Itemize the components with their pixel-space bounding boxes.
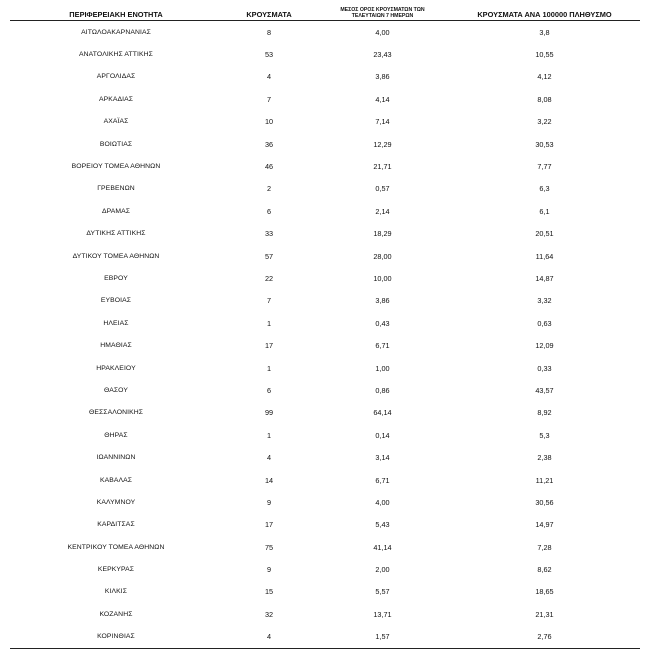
cases-cell: 15 — [264, 587, 274, 597]
region-cell: ΓΡΕΒΕΝΩΝ — [97, 185, 135, 193]
table-row — [10, 43, 640, 65]
table-row — [10, 581, 640, 603]
cases-cell: 53 — [264, 50, 274, 60]
region-cell: ΔΥΤΙΚΗΣ ΑΤΤΙΚΗΣ — [86, 230, 146, 238]
region-cell: ΚΟΖΑΝΗΣ — [99, 610, 133, 618]
avg7-cell: 0,43 — [375, 318, 390, 328]
region-cell: ΕΒΡΟΥ — [104, 274, 128, 282]
region-cell: ΚΙΛΚΙΣ — [104, 588, 128, 596]
table-header — [10, 0, 640, 21]
region-cell: ΑΡΓΟΛΙΔΑΣ — [96, 73, 136, 81]
per100k-cell: 3,32 — [537, 296, 552, 306]
avg7-cell: 1,00 — [375, 363, 390, 373]
cases-cell: 22 — [264, 273, 274, 283]
avg7-cell: 2,14 — [375, 206, 390, 216]
avg7-cell: 6,71 — [375, 475, 390, 485]
table-row — [10, 469, 640, 491]
avg7-cell: 3,14 — [375, 453, 390, 463]
per100k-cell: 4,12 — [537, 72, 552, 82]
header-avg-line-2: ΤΕΛΕΥΤΑΙΩΝ 7 ΗΜΕΡΩΝ — [351, 13, 414, 19]
header-cases-per-100k: ΚΡΟΥΣΜΑΤΑ ΑΝΑ 100000 ΠΛΗΘΥΣΜΟ — [449, 0, 640, 21]
per100k-cell: 8,92 — [537, 408, 552, 418]
per100k-cell: 8,62 — [537, 565, 552, 575]
avg7-cell: 41,14 — [373, 542, 392, 552]
table-row — [10, 200, 640, 222]
avg7-cell: 7,14 — [375, 117, 390, 127]
table-row — [10, 155, 640, 177]
table-row — [10, 88, 640, 110]
avg7-cell: 3,86 — [375, 296, 390, 306]
table-row — [10, 514, 640, 536]
table-row — [10, 133, 640, 155]
table-row — [10, 334, 640, 356]
cases-cell: 10 — [264, 117, 274, 127]
per100k-cell: 8,08 — [537, 94, 552, 104]
table-row — [10, 379, 640, 401]
cases-cell: 36 — [264, 139, 274, 149]
cases-cell: 17 — [264, 520, 274, 530]
cases-cell: 7 — [266, 94, 272, 104]
table-row — [10, 536, 640, 558]
table-row — [10, 491, 640, 513]
per100k-cell: 0,33 — [537, 363, 552, 373]
cases-cell: 4 — [266, 453, 272, 463]
avg7-cell: 5,57 — [375, 587, 390, 597]
cases-cell: 9 — [266, 565, 272, 575]
cases-cell: 8 — [266, 27, 272, 37]
avg7-cell: 0,57 — [375, 184, 390, 194]
avg7-cell: 4,00 — [375, 497, 390, 507]
cases-cell: 46 — [264, 162, 274, 172]
region-cell: ΘΕΣΣΑΛΟΝΙΚΗΣ — [88, 409, 144, 417]
table-row — [10, 223, 640, 245]
per100k-cell: 6,1 — [539, 206, 550, 216]
avg7-cell: 12,29 — [373, 139, 392, 149]
per100k-cell: 14,97 — [535, 520, 554, 530]
table-row — [10, 312, 640, 334]
cases-cell: 17 — [264, 341, 274, 351]
cases-cell: 1 — [266, 430, 272, 440]
cases-cell: 7 — [266, 296, 272, 306]
region-cell: ΔΥΤΙΚΟΥ ΤΟΜΕΑ ΑΘΗΝΩΝ — [72, 252, 160, 260]
header-region: ΠΕΡΙΦΕΡΕΙΑΚΗ ΕΝΟΤΗΤΑ — [10, 0, 222, 21]
table-row — [10, 446, 640, 468]
region-cell: ΔΡΑΜΑΣ — [101, 207, 131, 215]
avg7-cell: 2,00 — [375, 565, 390, 575]
region-cell: ΗΡΑΚΛΕΙΟΥ — [96, 364, 136, 372]
cases-cell: 57 — [264, 251, 274, 261]
table-row — [10, 290, 640, 312]
table-row — [10, 21, 640, 44]
per100k-cell: 21,31 — [535, 609, 554, 619]
region-cell: ΑΝΑΤΟΛΙΚΗΣ ΑΤΤΙΚΗΣ — [79, 51, 153, 59]
per100k-cell: 7,77 — [537, 162, 552, 172]
per100k-cell: 3,8 — [539, 27, 550, 37]
table-row — [10, 558, 640, 580]
cases-cell: 6 — [266, 385, 272, 395]
per100k-cell: 30,53 — [535, 139, 554, 149]
table-row — [10, 402, 640, 424]
per100k-cell: 43,57 — [535, 385, 554, 395]
region-cell: ΚΑΛΥΜΝΟΥ — [96, 498, 136, 506]
region-cell: ΕΥΒΟΙΑΣ — [100, 297, 132, 305]
table-row — [10, 111, 640, 133]
region-cell: ΚΕΡΚΥΡΑΣ — [97, 566, 135, 574]
region-cell: ΚΑΒΑΛΑΣ — [99, 476, 133, 484]
region-cell: ΘΑΣΟΥ — [103, 386, 128, 394]
table-row — [10, 178, 640, 200]
avg7-cell: 6,71 — [375, 341, 390, 351]
avg7-cell: 10,00 — [373, 273, 392, 283]
region-cell: ΘΗΡΑΣ — [104, 431, 128, 439]
avg7-cell: 0,14 — [375, 430, 390, 440]
per100k-cell: 2,38 — [537, 453, 552, 463]
avg7-cell: 23,43 — [373, 50, 392, 60]
table-row — [10, 626, 640, 649]
cases-cell: 32 — [264, 609, 274, 619]
per100k-cell: 0,63 — [537, 318, 552, 328]
per100k-cell: 11,21 — [535, 475, 554, 485]
per100k-cell: 7,28 — [537, 542, 552, 552]
per100k-cell: 2,76 — [449, 626, 640, 649]
region-cell: ΚΑΡΔΙΤΣΑΣ — [97, 521, 135, 529]
cases-cell: 1 — [266, 363, 272, 373]
cases-cell: 2 — [266, 184, 272, 194]
cases-table — [10, 0, 640, 649]
region-cell: ΚΕΝΤΡΙΚΟΥ ΤΟΜΕΑ ΑΘΗΝΩΝ — [67, 543, 165, 551]
cases-cell: 33 — [264, 229, 274, 239]
cases-cell: 99 — [264, 408, 274, 418]
avg7-cell: 18,29 — [373, 229, 392, 239]
table-row — [10, 603, 640, 625]
region-cell: ΑΧΑΪΑΣ — [103, 118, 129, 126]
avg7-cell: 0,86 — [375, 385, 390, 395]
per100k-cell: 30,56 — [535, 497, 554, 507]
per100k-cell: 5,3 — [539, 430, 550, 440]
avg7-cell: 64,14 — [373, 408, 392, 418]
per100k-cell: 20,51 — [535, 229, 554, 239]
cases-cell: 1 — [266, 318, 272, 328]
table-row — [10, 66, 640, 88]
region-cell: ΑΡΚΑΔΙΑΣ — [98, 95, 134, 103]
per100k-cell: 6,3 — [539, 184, 550, 194]
per100k-cell: 11,64 — [535, 251, 554, 261]
header-avg-line-1: ΜΕΣΟΣ ΟΡΟΣ ΚΡΟΥΣΜΑΤΩΝ ΤΩΝ — [340, 7, 425, 13]
avg7-cell: 4,00 — [375, 27, 390, 37]
avg7-cell: 3,86 — [375, 72, 390, 82]
region-cell: ΑΙΤΩΛΟΑΚΑΡΝΑΝΙΑΣ — [81, 28, 151, 36]
per100k-cell: 12,09 — [535, 341, 554, 351]
avg7-cell: 13,71 — [373, 609, 392, 619]
table-row — [10, 267, 640, 289]
cases-cell: 6 — [266, 206, 272, 216]
avg7-cell: 4,14 — [375, 94, 390, 104]
per100k-cell: 18,65 — [535, 587, 554, 597]
per100k-cell: 14,87 — [535, 273, 554, 283]
cases-cell: 14 — [264, 475, 274, 485]
per100k-cell: 3,22 — [537, 117, 552, 127]
header-cases: ΚΡΟΥΣΜΑΤΑ — [222, 0, 316, 21]
table-row — [10, 245, 640, 267]
table-row — [10, 424, 640, 446]
cases-cell: 75 — [264, 542, 274, 552]
avg7-cell: 21,71 — [373, 162, 392, 172]
cases-cell: 4 — [266, 72, 272, 82]
region-cell: ΗΛΕΙΑΣ — [103, 319, 129, 327]
cases-cell: 9 — [266, 497, 272, 507]
region-cell: ΙΩΑΝΝΙΝΩΝ — [96, 454, 136, 462]
avg7-cell: 5,43 — [375, 520, 390, 530]
per100k-cell: 10,55 — [535, 50, 554, 60]
region-cell: ΚΟΡΙΝΘΙΑΣ — [10, 626, 222, 649]
cases-cell: 4 — [222, 626, 316, 649]
avg7-cell: 28,00 — [373, 251, 392, 261]
table-row — [10, 357, 640, 379]
region-cell: ΗΜΑΘΙΑΣ — [100, 342, 132, 350]
region-cell: ΒΟΡΕΙΟΥ ΤΟΜΕΑ ΑΘΗΝΩΝ — [71, 163, 161, 171]
avg7-cell: 1,57 — [316, 626, 449, 649]
table-body — [10, 21, 640, 649]
header-avg-7-days — [316, 0, 449, 21]
region-cell: ΒΟΙΩΤΙΑΣ — [99, 140, 133, 148]
